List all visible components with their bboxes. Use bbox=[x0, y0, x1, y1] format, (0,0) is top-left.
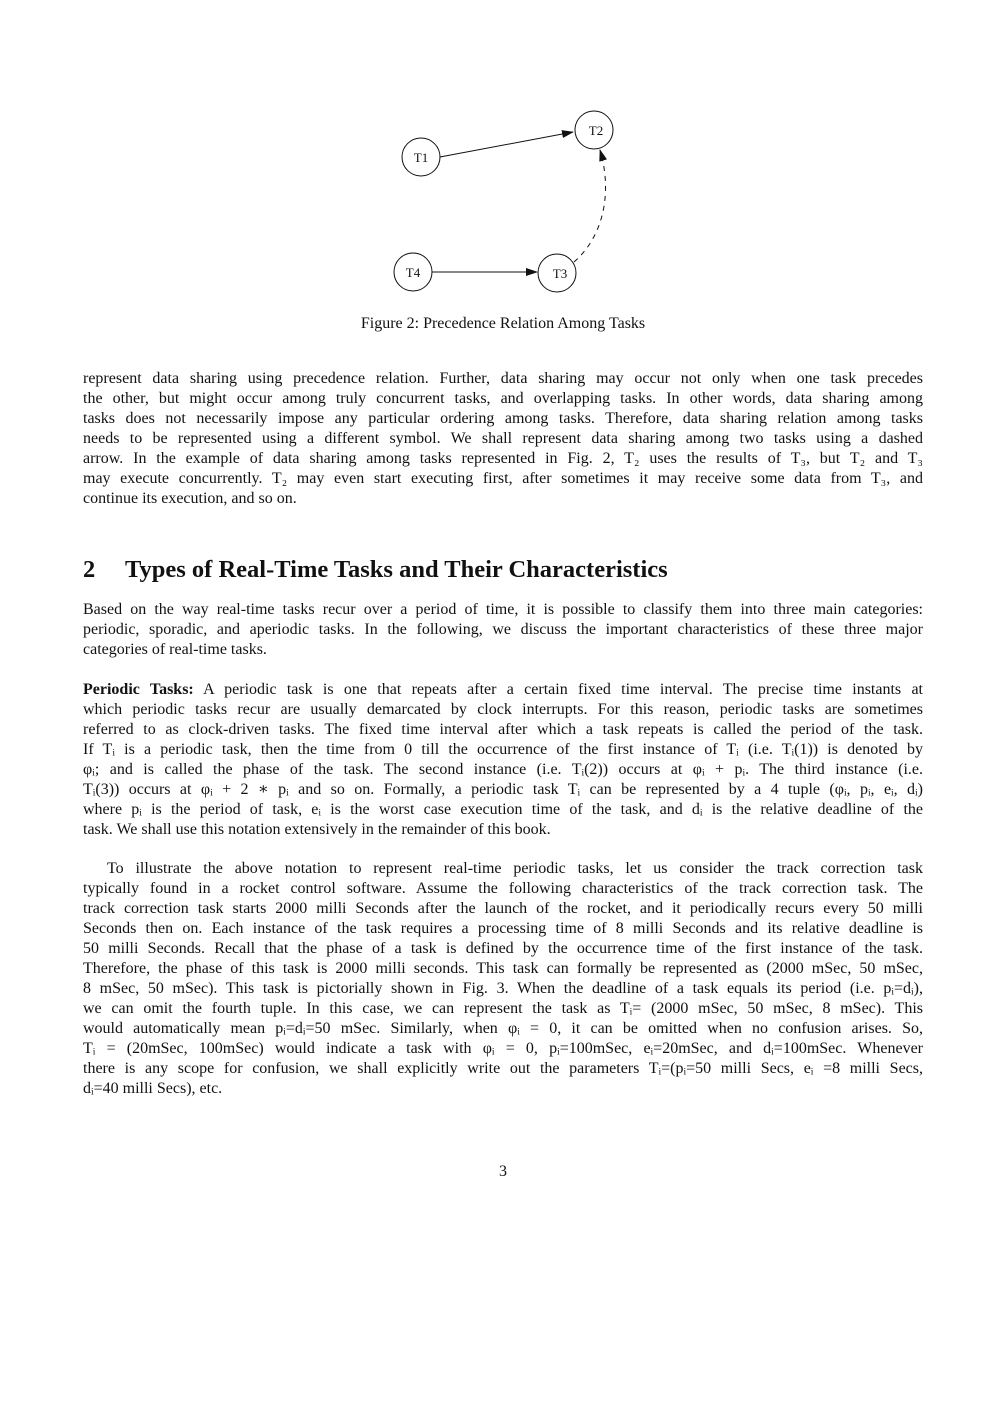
node-label: T4 bbox=[405, 265, 421, 280]
text-line: we can omit the fourth tuple. In this case, we can represent the task as Tᵢ= (2000 mSec, 50 mSec, 8 mSec). This bbox=[83, 1000, 923, 1017]
precedence-figure bbox=[0, 0, 992, 340]
text-line: φᵢ; and is called the phase of the task. The second instance (i.e. Tᵢ(2)) occurs at φᵢ + pᵢ. The third instance (i.e. bbox=[83, 761, 923, 778]
text-line: Seconds then on. Each instance of the task requires a processing time of 8 milli Seconds and its relative deadline is bbox=[83, 920, 923, 937]
section-title: Types of Real-Time Tasks and Their Characteristics bbox=[125, 556, 668, 583]
figure-caption: Figure 2: Precedence Relation Among Tasks bbox=[360, 315, 646, 332]
text-line: Based on the way real-time tasks recur over a period of time, it is possible to classify them into three main categories: bbox=[83, 601, 923, 618]
text-line bbox=[83, 680, 923, 700]
node-label: T2 bbox=[588, 123, 604, 138]
text-line: there is any scope for confusion, we shall explicitly write out the parameters Tᵢ=(pᵢ=50 milli Secs, eᵢ =8 milli Secs, bbox=[83, 1060, 923, 1077]
text-line: task. We shall use this notation extensively in the remainder of this book. bbox=[83, 821, 551, 838]
text-line: If Tᵢ is a periodic task, then the time from 0 till the occurrence of the first instance of Tᵢ (i.e. Tᵢ(1)) is denoted by bbox=[83, 741, 923, 758]
text-line: tasks does not necessarily impose any particular ordering among tasks. Therefore, data sharing relation among tasks bbox=[83, 410, 923, 427]
text-line: arrow. In the example of data sharing among tasks represented in Fig. 2, T₂ uses the results of T₃, but T₂ and T₃ bbox=[83, 450, 923, 467]
text-segment: A periodic task is one that repeats after a certain fixed time interval. The precise time instants at bbox=[193, 681, 923, 698]
text-line: the other, but might occur among truly concurrent tasks, and overlapping tasks. In other words, data sharing among bbox=[83, 390, 923, 407]
text-line: represent data sharing using precedence relation. Further, data sharing may occur not only when one task precedes bbox=[83, 370, 923, 387]
section-heading bbox=[83, 556, 668, 584]
text-line: Tᵢ(3)) occurs at φᵢ + 2 ∗ pᵢ and so on. Formally, a periodic task Tᵢ can be represented by a 4 tuple (φᵢ, pᵢ, eᵢ, dᵢ) bbox=[83, 781, 923, 798]
periodic-tasks-label: Periodic Tasks: bbox=[83, 681, 194, 698]
text-line: track correction task starts 2000 milli Seconds after the launch of the rocket, and it periodically recurs every 50 milli bbox=[83, 900, 923, 917]
edge-t1-t2 bbox=[440, 132, 573, 157]
node-label: T1 bbox=[413, 150, 429, 165]
text-line: which periodic tasks recur are usually demarcated by clock interrupts. For this reason, periodic tasks are sometimes bbox=[83, 701, 923, 718]
paragraph-data-sharing bbox=[83, 369, 923, 509]
paragraph-example bbox=[83, 859, 923, 1099]
text-line: 8 mSec, 50 mSec). This task is pictorially shown in Fig. 3. When the deadline of a task equals its period (i.e. pᵢ=dᵢ), bbox=[83, 980, 923, 997]
text-line: Therefore, the phase of this task is 2000 milli seconds. This task can formally be represented as (2000 mSec, 50 mSec, bbox=[83, 960, 923, 977]
text-line: typically found in a rocket control software. Assume the following characteristics of the track correction task. The bbox=[83, 880, 923, 897]
section-number: 2 bbox=[83, 556, 96, 583]
text-line: Tᵢ = (20mSec, 100mSec) would indicate a task with φᵢ = 0, pᵢ=100mSec, eᵢ=20mSec, and dᵢ=100mSec. Whenever bbox=[83, 1040, 923, 1057]
paragraph-intro bbox=[83, 600, 923, 660]
text-line: 50 milli Seconds. Recall that the phase of a task is defined by the occurrence time of the first instance of the task. bbox=[83, 940, 923, 957]
dashed-edge-t3-t2 bbox=[574, 150, 606, 262]
text-line: referred to as clock-driven tasks. The fixed time interval after which a task repeats is called the period of the task. bbox=[83, 721, 923, 738]
text-line: needs to be represented using a different symbol. We shall represent data sharing among two tasks using a dashed bbox=[83, 430, 923, 447]
node-label: T3 bbox=[552, 266, 568, 281]
page-number: 3 bbox=[499, 1163, 507, 1180]
text-line: categories of real-time tasks. bbox=[83, 641, 267, 658]
text-line: continue its execution, and so on. bbox=[83, 490, 297, 507]
text-line: may execute concurrently. T₂ may even start executing first, after sometimes it may receive some data from T₃, and bbox=[83, 470, 923, 487]
text-line: dᵢ=40 milli Secs), etc. bbox=[83, 1080, 223, 1097]
text-line: where pᵢ is the period of task, eᵢ is the worst case execution time of the task, and dᵢ is the relative deadline of the bbox=[83, 801, 923, 818]
text-line: would automatically mean pᵢ=dᵢ=50 mSec. Similarly, when φᵢ = 0, it can be omitted when no confusion arises. So, bbox=[83, 1020, 923, 1037]
paragraph-periodic-tasks bbox=[83, 680, 923, 840]
text-line: To illustrate the above notation to represent real-time periodic tasks, let us consider the track correction task bbox=[107, 860, 923, 877]
text-line: periodic, sporadic, and aperiodic tasks. In the following, we discuss the important characteristics of these three major bbox=[83, 621, 923, 638]
